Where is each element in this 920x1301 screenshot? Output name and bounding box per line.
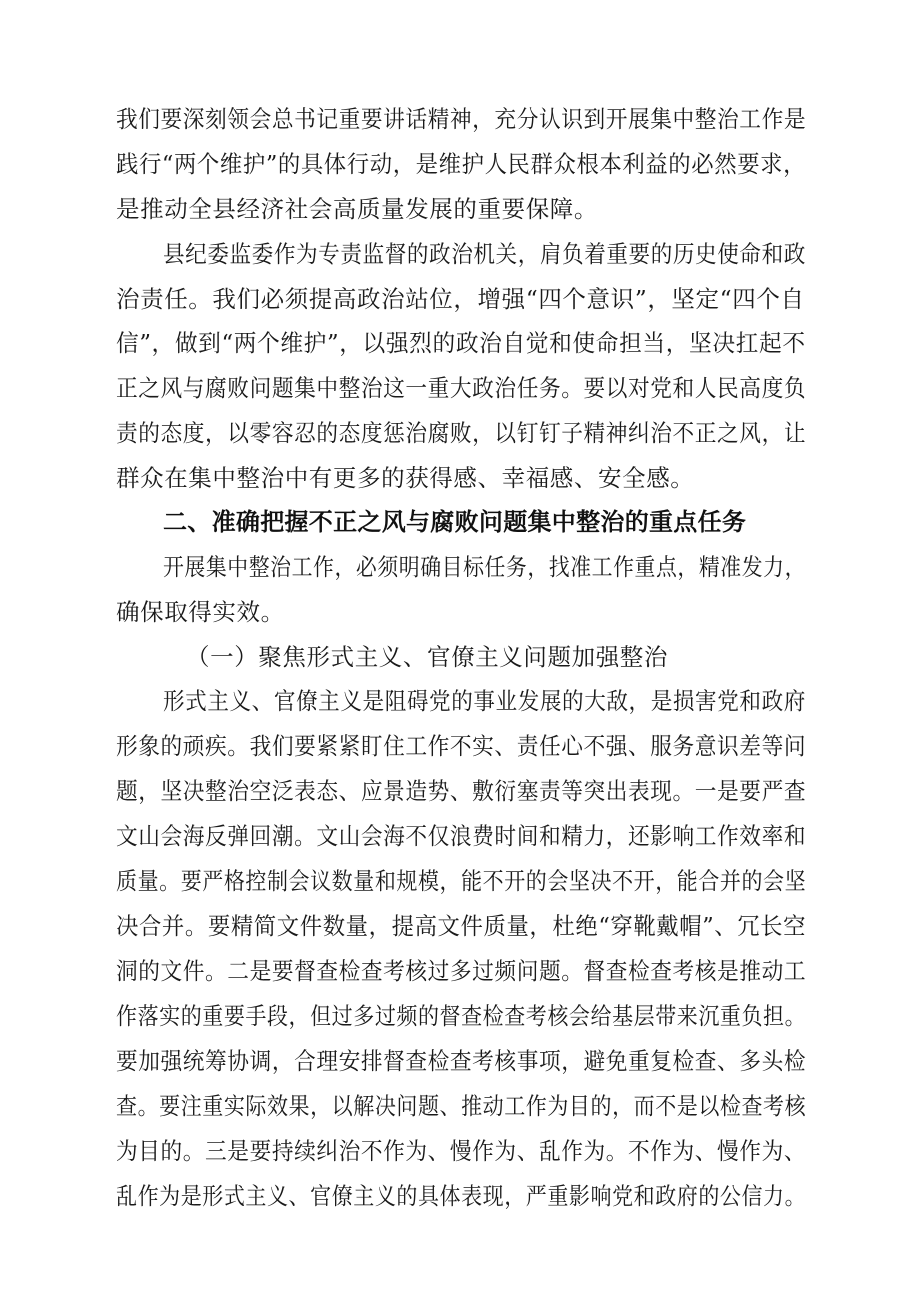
paragraph-line: 决合并。要精简文件数量，提高文件质量，杜绝“穿靴戴帽”、冗长空 <box>116 912 807 940</box>
paragraph-line: 为目的。三是要持续纠治不作为、慢作为、乱作为。不作为、慢作为、 <box>116 1137 807 1165</box>
paragraph-line: 治责任。我们必须提高政治站位，增强“四个意识”，坚定“四个自 <box>116 285 805 313</box>
paragraph-line: 乱作为是形式主义、官僚主义的具体表现，严重影响党和政府的公信力。 <box>116 1182 807 1210</box>
paragraph-line: 群众在集中整治中有更多的获得感、幸福感、安全感。 <box>116 464 695 492</box>
paragraph-line: 责的态度，以零容忍的态度惩治腐败，以钉钉子精神纠治不正之风，让 <box>116 419 807 447</box>
paragraph-line: 形式主义、官僚主义是阻碍党的事业发展的大敌，是损害党和政府 <box>163 687 806 715</box>
paragraph-line: 题，坚决整治空泛表态、应景造势、敷衍塞责等突出表现。一是要严查 <box>116 777 807 805</box>
paragraph-line: 查。要注重实际效果，以解决问题、推动工作为目的，而不是以检查考核 <box>116 1092 807 1120</box>
paragraph-line: 质量。要严格控制会议数量和规模，能不开的会坚决不开，能合并的会坚 <box>116 867 807 895</box>
paragraph-line: 践行“两个维护”的具体行动，是维护人民群众根本利益的必然要求， <box>116 150 807 178</box>
section-heading: 二、准确把握不正之风与腐败问题集中整治的重点任务 <box>163 508 747 536</box>
paragraph-line: 是推动全县经济社会高质量发展的重要保障。 <box>116 195 598 223</box>
paragraph-line: 开展集中整治工作，必须明确目标任务，找准工作重点，精准发力， <box>163 553 806 581</box>
paragraph-line: 正之风与腐败问题集中整治这一重大政治任务。要以对党和人民高度负 <box>116 374 807 402</box>
paragraph-line: 信”，做到“两个维护”，以强烈的政治自觉和使命担当，坚决扛起不 <box>116 329 806 357</box>
paragraph-line: 文山会海反弹回潮。文山会海不仅浪费时间和精力，还影响工作效率和 <box>116 822 807 850</box>
paragraph-line: 形象的顽疾。我们要紧紧盯住工作不实、责任心不强、服务意识差等问 <box>116 732 807 760</box>
paragraph-line: 县纪委监委作为专责监督的政治机关，肩负着重要的历史使命和政 <box>163 240 806 268</box>
paragraph-line: 作落实的重要手段，但过多过频的督查检查考核会给基层带来沉重负担。 <box>116 1002 807 1030</box>
paragraph-line: 我们要深刻领会总书记重要讲话精神，充分认识到开展集中整治工作是 <box>116 105 807 133</box>
subsection-heading: （一）聚焦形式主义、官僚主义问题加强整治 <box>186 643 668 671</box>
paragraph-line: 确保取得实效。 <box>116 598 285 626</box>
paragraph-line: 洞的文件。二是要督查检查考核过多过频问题。督查检查考核是推动工 <box>116 957 807 985</box>
paragraph-line: 要加强统筹协调，合理安排督查检查考核事项，避免重复检查、多头检 <box>116 1047 807 1075</box>
